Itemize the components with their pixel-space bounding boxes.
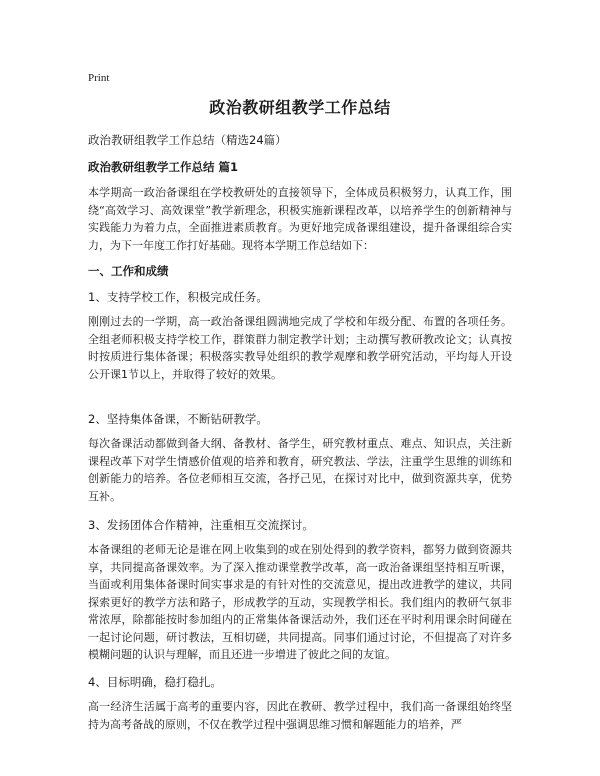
intro-paragraph: 本学期高一政治备课组在学校教研处的直接领导下，全体成员积极努力，认真工作，围绕“高效学习、高效课堂”教学新理念，积极实施新课程改革，以培养学生的创新精神与实践能力为着力点，全面推进素质教育。为更好地完成备课组建设，提升备课组综合实力，为下一年度工作打好基础。现将本学期工作总结如下：	[88, 186, 512, 252]
document-subtitle: 政治教研组教学工作总结（精选24篇）	[88, 133, 287, 147]
print-link[interactable]: Print	[88, 72, 110, 84]
paragraph-2: 每次备课活动都做到备大纲、备教材、备学生，研究教材重点、难点、知识点，关注新课程改革下对学生情感价值观的培养和教育，研究教法、学法，注重学生思维的训练和创新能力的培养。各位老师相互交流，各抒己见，在探讨对比中，做到资源共享，优势互补。	[88, 437, 512, 503]
section-title: 政治教研组教学工作总结 篇1	[88, 160, 239, 174]
page-title: 政治教研组教学工作总结	[209, 98, 391, 117]
paragraph-1: 刚刚过去的一学期，高一政治备课组圆满地完成了学校和年级分配、布置的各项任务。全组老师积极支持学校工作，群策群力制定教学计划；主动撰写教研教改论文；认真按时按质进行集体备课；积极落实教导处组织的教学观摩和教学研究活动，平均每人开设公开课1节以上，并取得了较好的效果。	[88, 315, 512, 381]
paragraph-4: 高一经济生活属于高考的重要内容，因此在教研、教学过程中，我们高一备课组始终坚持为高考备战的原则，不仅在教学过程中强调思维习惯和解题能力的培养，严	[88, 700, 512, 731]
paragraph-3: 本备课组的老师无论是谁在网上收集到的或在别处得到的教学资料，都努力做到资源共享，共同提高备课效率。为了深入推动课堂教学改革，高一政治备课组坚持相互听课，当面或利用集体备课时间实事求是的有针对性的交流意见，提出改进教学的建议，共同探索更好的教学方法和路子，形成教学的互动，实现教学相长。我们组内的教研气氛非常浓厚，除都能按时参加组内的正常集体备课活动外，我们还在平时利用课余时间碰在一起讨论问题，研讨教法，互相切磋，共同提高。同事们通过讨论，不但提高了对许多模糊问题的认识与理解，而且还进一步增进了彼此之间的友谊。	[88, 543, 512, 661]
item-3: 3、发扬团体合作精神，注重相互交流探讨。	[88, 518, 314, 532]
item-2: 2、坚持集体备课，不断钻研教学。	[88, 412, 268, 426]
item-1: 1、支持学校工作，积极完成任务。	[88, 290, 268, 304]
item-4: 4、目标明确，稳打稳扎。	[88, 675, 222, 689]
heading-work-and-results: 一、工作和成绩	[88, 264, 169, 278]
